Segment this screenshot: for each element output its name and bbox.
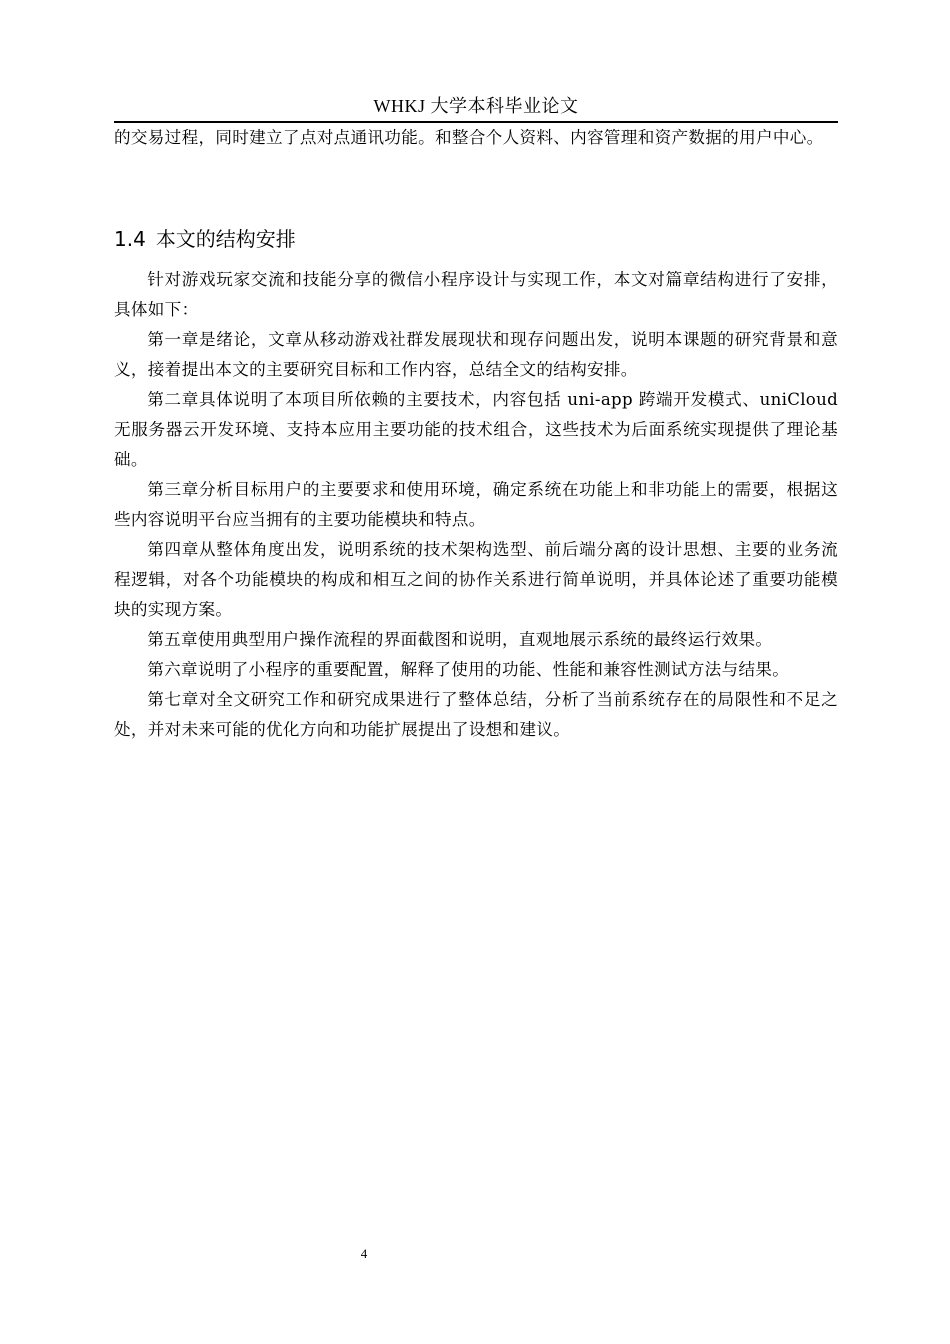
paragraph-chapter-4: 第四章从整体角度出发，说明系统的技术架构选型、前后端分离的设计思想、主要的业务流程逻辑，对各个功能模块的构成和相互之间的协作关系进行简单说明，并具体论述了重要功能模块的实现方案。 [114, 540, 838, 619]
paragraph-chapter-6: 第六章说明了小程序的重要配置，解释了使用的功能、性能和兼容性测试方法与结果。 [147, 660, 790, 679]
section-title: 本文的结构安排 [155, 226, 296, 251]
paragraph-intro: 针对游戏玩家交流和技能分享的微信小程序设计与实现工作，本文对篇章结构进行了安排，具体如下： [114, 270, 838, 319]
paragraph-chapter-7: 第七章对全文研究工作和研究成果进行了整体总结，分析了当前系统存在的局限性和不足之处，并对未来可能的优化方向和功能扩展提出了设想和建议。 [114, 690, 838, 739]
continued-paragraph [114, 123, 838, 153]
paragraph-chapter-3: 第三章分析目标用户的主要要求和使用环境，确定系统在功能上和非功能上的需要，根据这些内容说明平台应当拥有的主要功能模块和特点。 [114, 480, 838, 529]
paragraph-chapter-2: 第二章具体说明了本项目所依赖的主要技术，内容包括 uni-app 跨端开发模式、uniCloud 无服务器云开发环境、支持本应用主要功能的技术组合，这些技术为后面系统实现提供了理论基础。 [114, 390, 838, 469]
paragraph-chapter-5: 第五章使用典型用户操作流程的界面截图和说明，直观地展示系统的最终运行效果。 [147, 630, 773, 649]
running-header: WHKJ 大学本科毕业论文 [373, 96, 579, 116]
section-body [114, 265, 838, 745]
page-number: 4 [360, 1246, 368, 1261]
paragraph-chapter-1: 第一章是绪论，文章从移动游戏社群发展现状和现存问题出发，说明本课题的研究背景和意义，接着提出本文的主要研究目标和工作内容，总结全文的结构安排。 [114, 330, 838, 379]
continued-paragraph-text: 的交易过程，同时建立了点对点通讯功能。和整合个人资料、内容管理和资产数据的用户中心。 [114, 128, 824, 147]
section-number: 1.4 [114, 226, 146, 251]
section-heading [114, 223, 296, 255]
